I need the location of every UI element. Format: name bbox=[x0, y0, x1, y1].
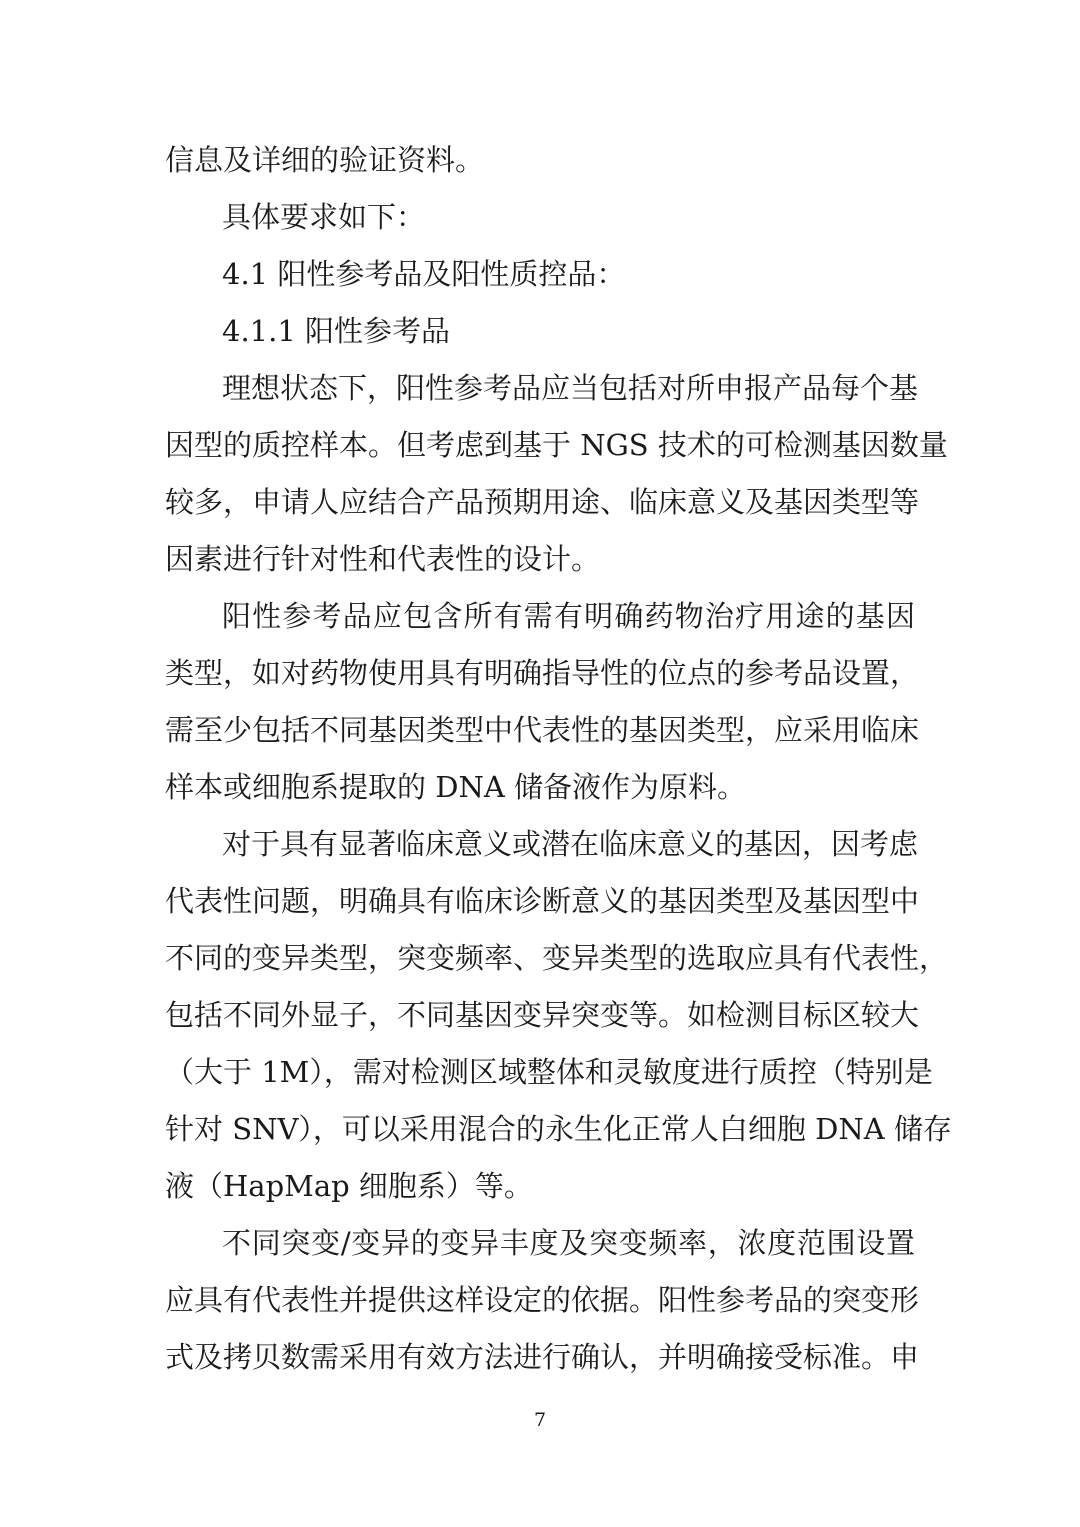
text-line-22: 式及拷贝数需采用有效方法进行确认，并明确接受标准。申 bbox=[165, 1340, 920, 1374]
text-line-15: 不同的变异类型，突变频率、变异类型的选取应具有代表性， bbox=[165, 941, 949, 975]
section-heading-4-1-1: 4.1.1 阳性参考品 bbox=[222, 314, 451, 348]
text-line-20: 不同突变/变异的变异丰度及突变频率，浓度范围设置 bbox=[222, 1226, 915, 1260]
text-line-7: 较多，申请人应结合产品预期用途、临床意义及基因类型等 bbox=[165, 485, 920, 519]
text-line-9: 阳性参考品应包含所有需有明确药物治疗用途的基因 bbox=[222, 599, 915, 633]
text-line-6: 因型的质控样本。但考虑到基于 NGS 技术的可检测基因数量 bbox=[165, 428, 948, 462]
text-line-17: （大于 1M），需对检测区域整体和灵敏度进行质控（特别是 bbox=[165, 1055, 933, 1089]
text-line-14: 代表性问题，明确具有临床诊断意义的基因类型及基因型中 bbox=[165, 884, 920, 918]
text-line-2: 具体要求如下： bbox=[222, 200, 426, 234]
text-line-8: 因素进行针对性和代表性的设计。 bbox=[165, 542, 601, 576]
text-line-19: 液（HapMap 细胞系）等。 bbox=[165, 1169, 533, 1203]
section-heading-4-1: 4.1 阳性参考品及阳性质控品： bbox=[222, 257, 626, 291]
text-line-5: 理想状态下，阳性参考品应当包括对所申报产品每个基 bbox=[222, 371, 919, 405]
text-line-18: 针对 SNV），可以采用混合的永生化正常人白细胞 DNA 储存 bbox=[165, 1112, 952, 1146]
text-line-21: 应具有代表性并提供这样设定的依据。阳性参考品的突变形 bbox=[165, 1283, 920, 1317]
page-number: 7 bbox=[533, 1409, 547, 1431]
text-line-12: 样本或细胞系提取的 DNA 储备液作为原料。 bbox=[165, 770, 747, 804]
text-line-10: 类型，如对药物使用具有明确指导性的位点的参考品设置， bbox=[165, 656, 920, 690]
text-line-11: 需至少包括不同基因类型中代表性的基因类型，应采用临床 bbox=[165, 713, 920, 747]
text-line-16: 包括不同外显子，不同基因变异突变等。如检测目标区较大 bbox=[165, 998, 920, 1032]
text-line-13: 对于具有显著临床意义或潜在临床意义的基因，因考虑 bbox=[222, 827, 919, 861]
text-line-1: 信息及详细的验证资料。 bbox=[165, 143, 485, 177]
